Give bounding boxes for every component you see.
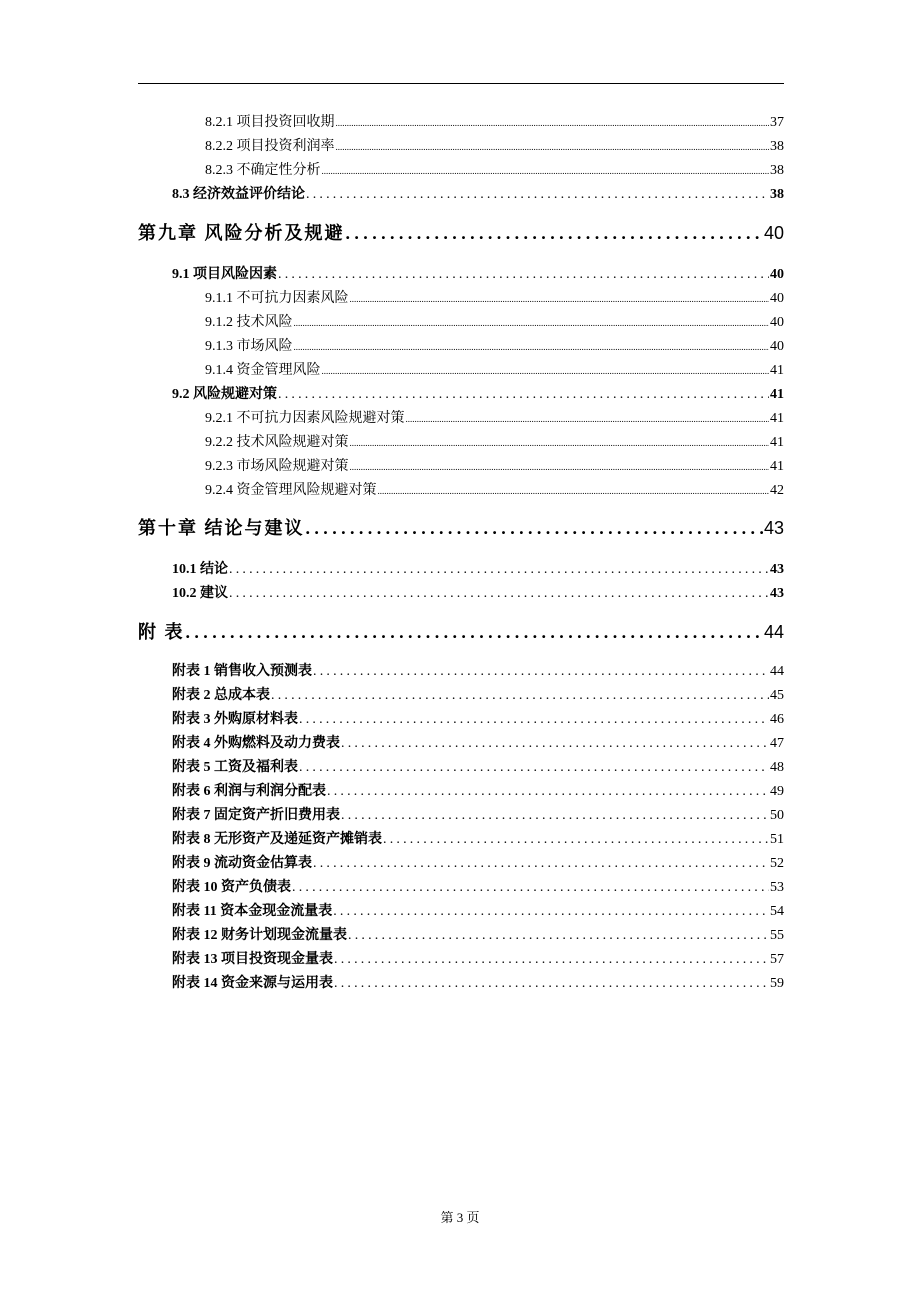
toc-entry-page: 37 [770, 115, 784, 130]
toc-entry-label: 9.1.3 市场风险 [205, 339, 293, 354]
toc-entry-label: 8.2.1 项目投资回收期 [205, 115, 335, 130]
toc-appendix-entry[interactable] [172, 756, 784, 780]
toc-leader-dots [378, 479, 770, 503]
toc-entry-page: 38 [770, 163, 784, 178]
toc-entry-page: 40 [770, 339, 784, 354]
toc-entry-label: 附表 10 资产负债表 [172, 880, 291, 895]
toc-entry[interactable] [205, 431, 784, 455]
toc-leader-dots [336, 135, 770, 159]
toc-entry-label: 8.2.3 不确定性分析 [205, 163, 321, 178]
header-rule [138, 83, 784, 84]
toc-leader-dots [306, 183, 769, 207]
toc-entry-page: 55 [770, 928, 784, 943]
toc-entry-page: 38 [770, 139, 784, 154]
toc-appendix-entry[interactable] [172, 900, 784, 924]
toc-chapter-page: 43 [763, 518, 784, 538]
toc-leader-dots [341, 732, 769, 756]
toc-entry-page: 48 [770, 760, 784, 775]
toc-entry[interactable] [205, 135, 784, 159]
toc-entry-page: 53 [770, 880, 784, 895]
toc-leader-dots [186, 617, 763, 647]
toc-leader-dots [334, 972, 769, 996]
toc-appendix-entry[interactable] [172, 804, 784, 828]
toc-entry-page: 41 [770, 363, 784, 378]
toc-appendix-entry[interactable] [172, 732, 784, 756]
toc-entry-label: 附表 1 销售收入预测表 [172, 664, 312, 679]
toc-entry[interactable] [172, 582, 784, 606]
toc-entry-page: 41 [770, 387, 784, 402]
toc-entry[interactable] [205, 159, 784, 183]
toc-entry-label: 附表 14 资金来源与运用表 [172, 976, 333, 991]
toc-entry[interactable] [205, 311, 784, 335]
toc-appendix-entry[interactable] [172, 948, 784, 972]
toc-appendix-entry[interactable] [172, 924, 784, 948]
toc-chapter[interactable] [138, 513, 784, 543]
toc-entry-label: 附表 5 工资及福利表 [172, 760, 298, 775]
toc-entry-label: 9.1.2 技术风险 [205, 315, 293, 330]
toc-appendix-entry[interactable] [172, 972, 784, 996]
toc-chapter-label: 附 表 [138, 622, 185, 642]
toc-entry-page: 57 [770, 952, 784, 967]
toc-entry-page: 54 [770, 904, 784, 919]
toc-entry-label: 10.1 结论 [172, 562, 228, 577]
toc-entry-page: 45 [770, 688, 784, 703]
toc-appendix-entry[interactable] [172, 876, 784, 900]
toc-entry-page: 41 [770, 411, 784, 426]
toc-leader-dots [334, 948, 769, 972]
toc-chapter[interactable] [138, 218, 784, 248]
toc-leader-dots [299, 708, 769, 732]
toc-entry[interactable] [205, 287, 784, 311]
toc-entry-page: 40 [770, 315, 784, 330]
toc-leader-dots [313, 852, 769, 876]
toc-leader-dots [299, 756, 769, 780]
toc-leader-dots [229, 582, 769, 606]
toc-entry-label: 9.2 风险规避对策 [172, 387, 277, 402]
toc-entry-label: 8.3 经济效益评价结论 [172, 187, 305, 202]
toc-entry-label: 9.1.4 资金管理风险 [205, 363, 321, 378]
toc-chapter-label: 第九章 风险分析及规避 [138, 223, 345, 243]
toc-leader-dots [346, 218, 763, 248]
toc-entry-label: 附表 12 财务计划现金流量表 [172, 928, 347, 943]
toc-entry-page: 47 [770, 736, 784, 751]
toc-entry-page: 43 [770, 562, 784, 577]
toc-entry-page: 41 [770, 459, 784, 474]
toc-entry-page: 52 [770, 856, 784, 871]
toc-entry[interactable] [172, 183, 784, 207]
toc-appendix-entry[interactable] [172, 852, 784, 876]
toc-entry-label: 8.2.2 项目投资利润率 [205, 139, 335, 154]
toc-appendix-entry[interactable] [172, 780, 784, 804]
toc-entry[interactable] [205, 407, 784, 431]
toc-leader-dots [336, 111, 770, 135]
toc-entry-page: 40 [770, 291, 784, 306]
toc-entry-label: 附表 11 资本金现金流量表 [172, 904, 333, 919]
toc-entry[interactable] [205, 111, 784, 135]
toc-entry-label: 附表 2 总成本表 [172, 688, 270, 703]
toc-entry[interactable] [205, 359, 784, 383]
toc-entry-page: 51 [770, 832, 784, 847]
toc-leader-dots [278, 263, 769, 287]
toc-entry-label: 附表 7 固定资产折旧费用表 [172, 808, 340, 823]
toc-entry-label: 10.2 建议 [172, 586, 228, 601]
toc-entry-label: 附表 6 利润与利润分配表 [172, 784, 326, 799]
toc-appendix-entry[interactable] [172, 708, 784, 732]
toc-entry-page: 43 [770, 586, 784, 601]
toc-leader-dots [313, 660, 769, 684]
toc-leader-dots [229, 558, 769, 582]
toc-leader-dots [406, 407, 770, 431]
toc-entry-label: 9.1.1 不可抗力因素风险 [205, 291, 349, 306]
toc-entry[interactable] [172, 263, 784, 287]
toc-leader-dots [383, 828, 769, 852]
toc-chapter-label: 第十章 结论与建议 [138, 518, 305, 538]
toc-entry-label: 附表 13 项目投资现金量表 [172, 952, 333, 967]
toc-chapter-page: 44 [763, 622, 784, 642]
toc-appendix-entry[interactable] [172, 828, 784, 852]
toc-entry-page: 40 [770, 267, 784, 282]
toc-leader-dots [322, 359, 770, 383]
toc-entry-page: 38 [770, 187, 784, 202]
toc-entry[interactable] [172, 383, 784, 407]
toc-entry-label: 9.2.3 市场风险规避对策 [205, 459, 349, 474]
toc-appendix-entry[interactable] [172, 684, 784, 708]
toc-entry-label: 附表 9 流动资金估算表 [172, 856, 312, 871]
toc-chapter[interactable] [138, 617, 784, 647]
toc-appendix-entry[interactable] [172, 660, 784, 684]
toc-entry-label: 9.2.1 不可抗力因素风险规避对策 [205, 411, 405, 426]
toc-leader-dots [333, 900, 769, 924]
toc-leader-dots [327, 780, 769, 804]
toc-entry-page: 59 [770, 976, 784, 991]
toc-leader-dots [292, 876, 769, 900]
toc-entry-label: 9.2.4 资金管理风险规避对策 [205, 483, 377, 498]
toc-entry-label: 附表 4 外购燃料及动力费表 [172, 736, 340, 751]
toc-leader-dots [271, 684, 769, 708]
toc-entry-label: 附表 3 外购原材料表 [172, 712, 298, 727]
toc-entry-page: 42 [770, 483, 784, 498]
toc-leader-dots [350, 431, 770, 455]
toc-chapter-page: 40 [763, 223, 784, 243]
toc-leader-dots [348, 924, 769, 948]
toc-entry[interactable] [205, 455, 784, 479]
toc-entry-label: 附表 8 无形资产及递延资产摊销表 [172, 832, 382, 847]
toc-entry-page: 41 [770, 435, 784, 450]
toc-entry-page: 50 [770, 808, 784, 823]
toc-entry[interactable] [205, 479, 784, 503]
toc-leader-dots [278, 383, 769, 407]
toc-leader-dots [322, 159, 770, 183]
toc-entry-page: 49 [770, 784, 784, 799]
toc-entry-label: 9.2.2 技术风险规避对策 [205, 435, 349, 450]
toc-leader-dots [350, 455, 770, 479]
toc-leader-dots [350, 287, 770, 311]
toc-leader-dots [294, 311, 770, 335]
toc-entry-page: 44 [770, 664, 784, 679]
toc-entry[interactable] [172, 558, 784, 582]
toc-entry-label: 9.1 项目风险因素 [172, 267, 277, 282]
toc-entry[interactable] [205, 335, 784, 359]
page-number-footer: 第 3 页 [440, 1210, 480, 1225]
toc-leader-dots [341, 804, 769, 828]
toc-leader-dots [294, 335, 770, 359]
toc-entry-page: 46 [770, 712, 784, 727]
toc-leader-dots [306, 513, 763, 543]
